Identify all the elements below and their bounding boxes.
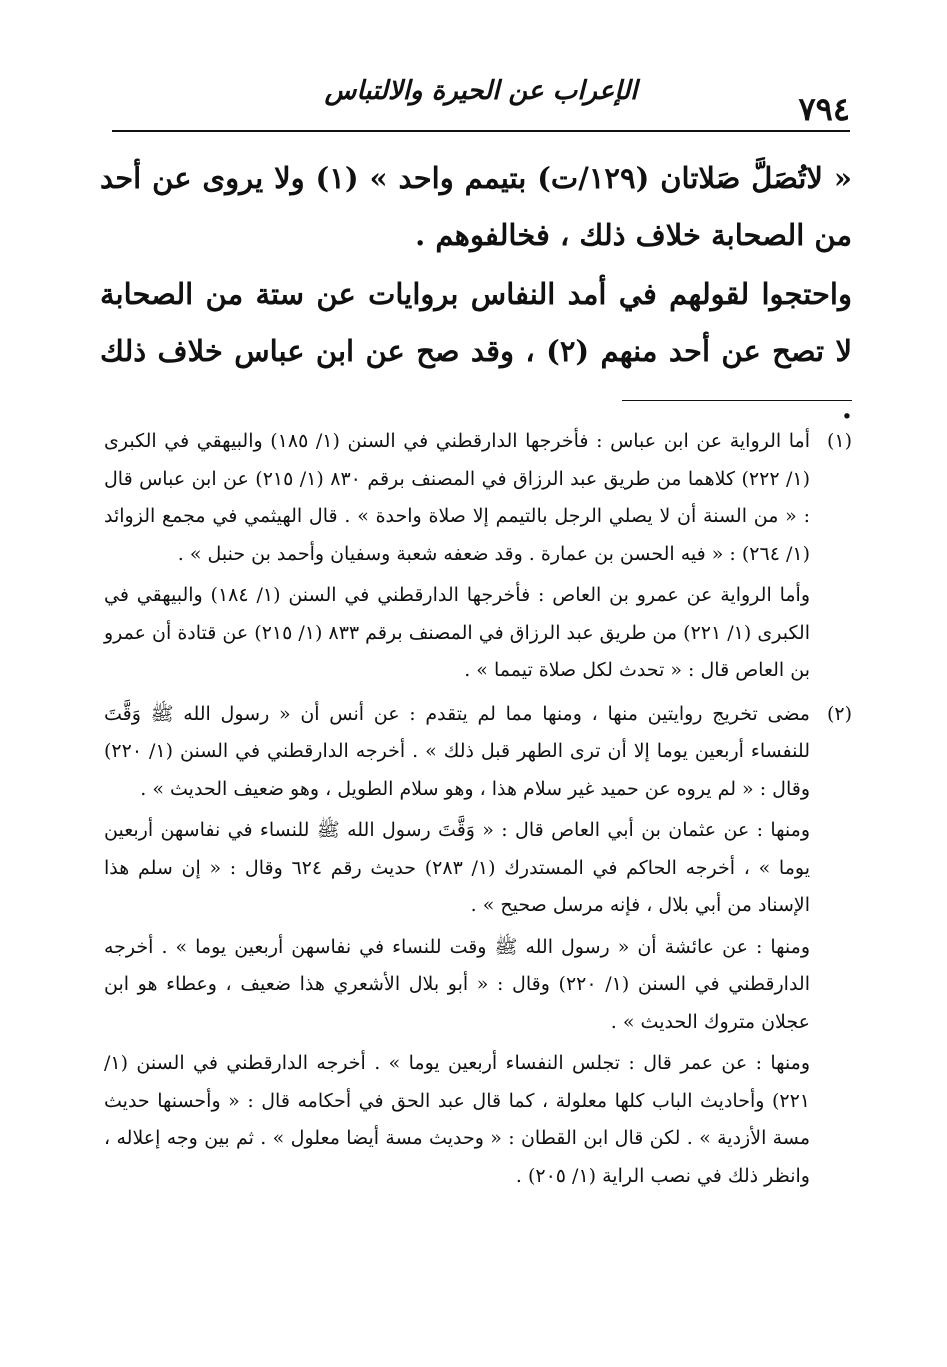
footnote-number: (١) bbox=[826, 430, 852, 452]
footnote-1 bbox=[104, 423, 852, 690]
footnote-2 bbox=[104, 696, 852, 1196]
footnote-paragraph: أما الرواية عن ابن عباس : فأخرجها الدارقطني في السنن (١/ ١٨٥) والبيهقي في الكبرى (١/ ٢٢٢) كلاهما من طريق عبد الرزاق في المصنف برقم ٨٣٠ (١/ ٢١٥) عن ابن عباس قال : « من السنة أن لا يصلي الرجل بالتيمم إلا صلاة واحدة » . قال الهيثمي في مجمع الزوائد (١/ ٢٦٤) : « فيه الحسن بن عمارة . وقد ضعفه شعبة وسفيان وأحمد بن حنبل » . bbox=[104, 430, 811, 565]
running-title: الإعراب عن الحيرة والالتباس bbox=[324, 76, 638, 106]
main-text bbox=[100, 150, 852, 437]
footnote-paragraph: ومنها : عن عمر قال : تجلس النفساء أربعين يوما » . أخرجه الدارقطني في السنن (١/ ٢٢١) وأحاديث الباب كلها معلولة ، كما قال عبد الحق في أحكامه قال : « وأحسنها حديث مسة الأزدية » . لكن قال ابن القطان : « وحديث مسة أيضا معلول » . ثم بين وجه إعلاله ، وانظر ذلك في نصب الراية (١/ ٢٠٥) . bbox=[104, 1052, 810, 1187]
main-paragraph-1: « لاتُصَلَّ صَلاتان (١٢٩/ت) بتيمم واحد » (١) ولا يروى عن أحد من الصحابة خلاف ذلك ، فخالفوهم . bbox=[100, 161, 852, 252]
footnote-number: (٢) bbox=[826, 702, 852, 725]
main-paragraph-2: واحتجوا لقولهم في أمد النفاس بروايات عن ستة من الصحابة لا تصح عن أحد منهم (٢) ، وقد صح عن ابن عباس خلاف ذلك . bbox=[100, 277, 852, 425]
footnote-paragraph: ومنها : عن عائشة أن « رسول الله ﷺ وقت للنساء في نفاسهن أربعين يوما » . أخرجه الدارقطني في السنن (١/ ٢٢٠) وقال : « أبو بلال الأشعري هذا ضعيف ، وعطاء هو ابن عجلان متروك الحديث » . bbox=[104, 935, 810, 1033]
footnote-paragraph: وأما الرواية عن عمرو بن العاص : فأخرجها الدارقطني في السنن (١/ ١٨٤) والبيهقي في الكبرى (١/ ٢٢١) من طريق عبد الرزاق في المصنف برقم ٨٣٣ (١/ ٢١٥) عن قتادة أن عمرو بن العاص قال : « تحدث لكل صلاة تيمما » . bbox=[104, 584, 810, 681]
footnote-separator bbox=[622, 400, 852, 401]
footnote-paragraph: مضى تخريج روايتين منها ، ومنها مما لم يتقدم : عن أنس أن « رسول الله ﷺ وَقَّتَ للنفساء أربعين يوما إلا أن ترى الطهر قبل ذلك » . أخرجه الدارقطني في السنن (١/ ٢٢٠) وقال : « لم يروه عن حميد غير سلام هذا ، وهو سلام الطويل ، وهو ضعيف الحديث » . bbox=[104, 702, 810, 800]
footnote-paragraph: ومنها : عن عثمان بن أبي العاص قال : « وَقَّتَ رسول الله ﷺ للنساء في نفاسهن أربعين يوما » ، أخرجه الحاكم في المستدرك (١/ ٢٨٣) حديث رقم ٦٢٤ وقال : « إن سلم هذا الإسناد من أبي بلال ، فإنه مرسل صحيح » . bbox=[104, 819, 810, 916]
footnotes bbox=[104, 423, 852, 1195]
header-rule bbox=[112, 130, 850, 132]
page-header bbox=[112, 76, 850, 132]
page-number: ٧٩٤ bbox=[798, 90, 850, 128]
